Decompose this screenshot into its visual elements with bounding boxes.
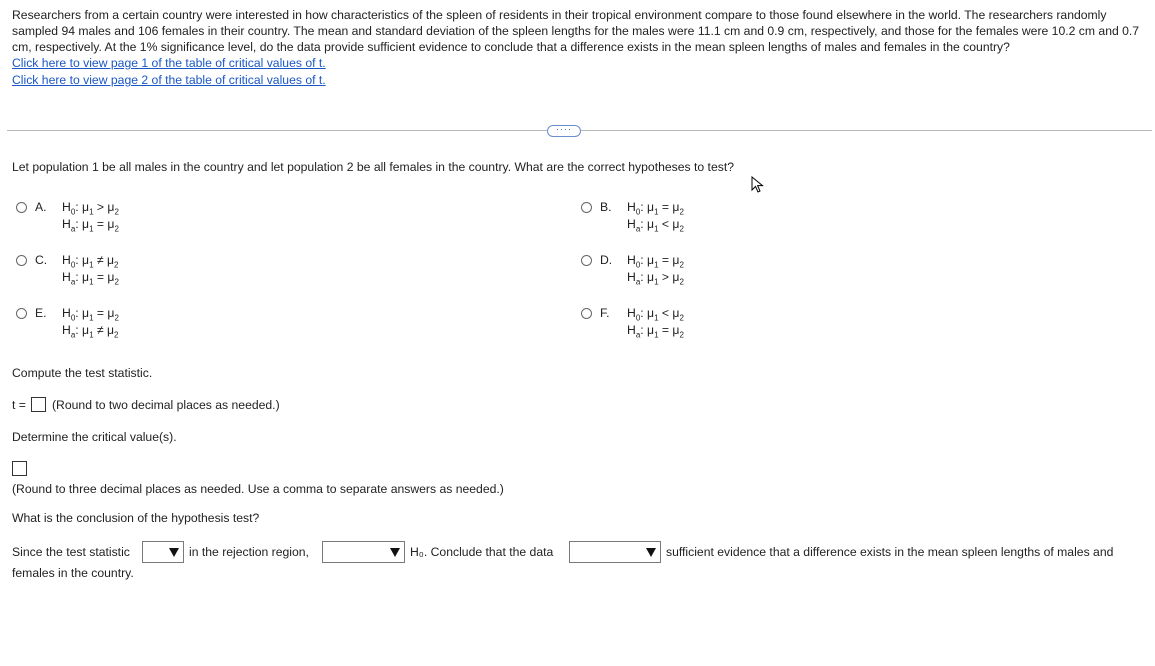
expand-more-button[interactable]: ···· (547, 125, 581, 137)
option-b[interactable] (581, 200, 781, 234)
evidence-dropdown[interactable] (569, 541, 661, 563)
conclusion-text-1: Since the test statistic (12, 545, 130, 559)
ha-relation: < (661, 217, 670, 231)
null-hypothesis: $H_0$: $\mu_1 = \mu_2$ (627, 200, 684, 217)
h0-relation: < (661, 306, 670, 320)
radio-button[interactable] (581, 308, 592, 319)
critical-values-page2-link[interactable]: Click here to view page 2 of the table of critical values of t. (12, 73, 326, 87)
option-letter: B. (600, 200, 612, 214)
option-e[interactable] (16, 306, 216, 340)
radio-button[interactable] (16, 308, 27, 319)
test-statistic-location-dropdown[interactable] (142, 541, 184, 563)
t-answer-input[interactable] (31, 397, 46, 412)
h0-relation: = (661, 253, 670, 267)
critical-values-page1-link[interactable]: Click here to view page 1 of the table of critical values of t. (12, 56, 326, 70)
null-hypothesis: $H_0$: $\mu_1 = \mu_2$ (62, 306, 119, 323)
t-rounding-note: (Round to two decimal places as needed.) (52, 398, 280, 412)
conclusion-text-3: H₀. Conclude that the data (410, 545, 554, 559)
option-letter: F. (600, 306, 610, 320)
reject-decision-dropdown[interactable] (322, 541, 405, 563)
alternative-hypothesis: $H_a$: $\mu_1 \ne \mu_2$ (62, 323, 119, 340)
alternative-hypothesis: $H_a$: $\mu_1 = \mu_2$ (62, 217, 119, 234)
alternative-hypothesis: $H_a$: $\mu_1 < \mu_2$ (627, 217, 684, 234)
hypotheses-question: Let population 1 be all males in the country and let population 2 be all females in the country. What are the correct hypotheses to test? (12, 160, 734, 174)
conclusion-text-4: sufficient evidence that a difference exists in the mean spleen lengths of males and (666, 545, 1114, 559)
ha-relation: = (661, 323, 670, 337)
ha-relation: > (661, 270, 670, 284)
radio-button[interactable] (581, 202, 592, 213)
conclusion-prompt: What is the conclusion of the hypothesis test? (12, 511, 260, 525)
dropdown-arrow-icon (388, 545, 402, 559)
option-letter: E. (35, 306, 47, 320)
conclusion-text-2: in the rejection region, (189, 545, 309, 559)
h0-relation: = (96, 306, 105, 320)
option-f[interactable] (581, 306, 781, 340)
h0-relation: = (661, 200, 670, 214)
alternative-hypothesis: $H_a$: $\mu_1 = \mu_2$ (62, 270, 119, 287)
critical-rounding-note: (Round to three decimal places as needed. Use a comma to separate answers as needed.) (12, 482, 504, 496)
alternative-hypothesis: $H_a$: $\mu_1 > \mu_2$ (627, 270, 684, 287)
ha-relation: = (96, 270, 105, 284)
h0-relation: > (96, 200, 105, 214)
radio-button[interactable] (16, 255, 27, 266)
h0-relation: ≠ (96, 253, 104, 267)
option-letter: C. (35, 253, 48, 267)
dropdown-arrow-icon (644, 545, 658, 559)
dropdown-arrow-icon (167, 545, 181, 559)
mouse-cursor-icon (751, 176, 767, 194)
ha-relation: = (96, 217, 105, 231)
alternative-hypothesis: $H_a$: $\mu_1 = \mu_2$ (627, 323, 684, 340)
null-hypothesis: $H_0$: $\mu_1 = \mu_2$ (627, 253, 684, 270)
null-hypothesis: $H_0$: $\mu_1 \ne \mu_2$ (62, 253, 119, 270)
option-letter: A. (35, 200, 47, 214)
null-hypothesis: $H_0$: $\mu_1 < \mu_2$ (627, 306, 684, 323)
option-a[interactable] (16, 200, 216, 234)
option-d[interactable] (581, 253, 781, 287)
ha-relation: ≠ (96, 323, 104, 337)
test-statistic-prompt: Compute the test statistic. (12, 366, 153, 380)
radio-button[interactable] (16, 202, 27, 213)
conclusion-text-5: females in the country. (12, 566, 134, 580)
option-letter: D. (600, 253, 613, 267)
null-hypothesis: $H_0$: $\mu_1 > \mu_2$ (62, 200, 119, 217)
problem-statement (12, 7, 1147, 89)
t-label: t = (12, 398, 26, 412)
critical-value-prompt: Determine the critical value(s). (12, 430, 177, 444)
radio-button[interactable] (581, 255, 592, 266)
problem-text: Researchers from a certain country were interested in how characteristics of the spleen of residents in their tropical environment compare to those found elsewhere in the world. The researchers randomly sampled 94 males and 106 females in their country. The mean and standard deviation of the spleen lengths for the males were 11.1 cm and 0.9 cm, respectively, and those for the females were 10.2 cm and 0.7 cm, respectively. At the 1% significance level, do the data provide sufficient evidence to conclude that a difference exists in the mean spleen lengths of males and females in the country? (12, 8, 1140, 54)
option-c[interactable] (16, 253, 216, 287)
critical-value-input[interactable] (12, 461, 27, 476)
